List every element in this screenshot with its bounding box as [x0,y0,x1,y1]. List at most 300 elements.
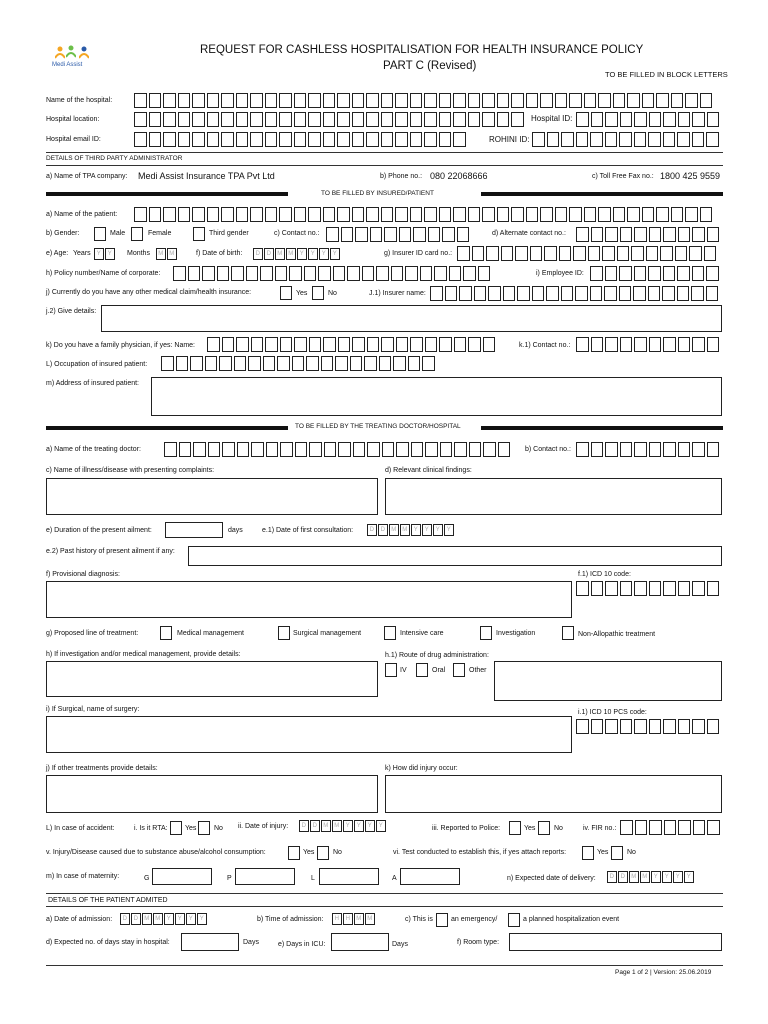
char-box[interactable] [422,356,435,371]
char-box[interactable] [474,286,487,301]
char-box[interactable] [634,337,647,352]
icu-field[interactable] [331,933,389,951]
char-box[interactable] [323,93,336,108]
char-box[interactable]: Y [411,524,421,536]
char-box[interactable] [633,286,646,301]
char-box[interactable]: M [332,820,342,832]
char-box[interactable]: H [343,913,353,925]
char-box[interactable] [134,112,147,127]
char-box[interactable] [627,93,640,108]
past-history-field[interactable] [188,546,722,566]
char-box[interactable]: M [389,524,399,536]
investigation-checkbox[interactable] [480,626,492,640]
char-box[interactable] [222,337,235,352]
char-box[interactable] [649,337,662,352]
char-box[interactable] [219,356,232,371]
char-box[interactable] [454,337,467,352]
char-box[interactable] [576,442,589,457]
char-box[interactable] [323,132,336,147]
char-box[interactable] [149,93,162,108]
char-box[interactable] [486,246,499,261]
char-box[interactable] [350,356,363,371]
char-box[interactable] [634,132,647,147]
char-box[interactable] [265,337,278,352]
char-box[interactable]: D [367,524,377,536]
other-treat-field[interactable] [46,775,378,813]
char-box[interactable] [663,719,676,734]
char-box[interactable] [605,442,618,457]
char-box[interactable] [540,93,553,108]
char-box[interactable] [294,112,307,127]
substance-no-checkbox[interactable] [317,846,329,860]
char-box[interactable] [309,442,322,457]
char-box[interactable] [449,266,462,281]
medical-checkbox[interactable] [160,626,172,640]
char-box[interactable] [704,246,717,261]
char-box[interactable] [575,286,588,301]
char-box[interactable] [463,266,476,281]
char-box[interactable] [395,93,408,108]
char-box[interactable] [547,132,560,147]
char-box[interactable] [700,93,713,108]
planned-checkbox[interactable] [508,913,520,927]
char-box[interactable] [337,93,350,108]
char-box[interactable] [584,93,597,108]
char-box[interactable] [266,442,279,457]
char-box[interactable]: D [607,871,617,883]
char-box[interactable] [236,93,249,108]
char-box[interactable] [663,581,676,596]
char-box[interactable]: Y [354,820,364,832]
test-yes-checkbox[interactable] [582,846,594,860]
char-box[interactable] [707,442,720,457]
char-box[interactable]: Y [186,913,196,925]
char-box[interactable]: M [354,913,364,925]
gender-male-checkbox[interactable] [94,227,106,241]
hospital-id-boxes[interactable] [576,112,721,127]
char-box[interactable] [685,93,698,108]
char-box[interactable] [468,93,481,108]
char-box[interactable]: M [156,248,166,260]
char-box[interactable]: M [286,248,296,260]
char-box[interactable] [663,442,676,457]
char-box[interactable] [337,112,350,127]
char-box[interactable] [364,356,377,371]
char-box[interactable] [677,266,690,281]
char-box[interactable] [425,337,438,352]
employee-id-boxes[interactable] [590,266,721,281]
char-box[interactable] [381,207,394,222]
char-box[interactable] [453,132,466,147]
char-box[interactable] [338,337,351,352]
char-box[interactable] [178,207,191,222]
char-box[interactable]: M [365,913,375,925]
char-box[interactable] [321,356,334,371]
char-box[interactable] [584,207,597,222]
char-box[interactable] [318,266,331,281]
char-box[interactable] [149,207,162,222]
char-box[interactable] [308,207,321,222]
char-box[interactable]: D [253,248,263,260]
char-box[interactable] [631,246,644,261]
char-box[interactable] [598,207,611,222]
char-box[interactable] [468,207,481,222]
char-box[interactable] [294,337,307,352]
char-box[interactable] [399,227,412,242]
admission-date-boxes[interactable] [120,913,208,925]
char-box[interactable] [439,337,452,352]
char-box[interactable]: M [321,820,331,832]
intensive-checkbox[interactable] [384,626,396,640]
provisional-field[interactable] [46,581,572,618]
char-box[interactable] [176,356,189,371]
char-box[interactable] [620,112,633,127]
rta-yes-checkbox[interactable] [170,821,182,835]
char-box[interactable] [678,112,691,127]
char-box[interactable] [337,132,350,147]
char-box[interactable] [660,246,673,261]
char-box[interactable]: D [120,913,130,925]
char-box[interactable] [367,442,380,457]
char-box[interactable] [635,820,648,835]
char-box[interactable] [588,246,601,261]
char-box[interactable] [576,132,589,147]
char-box[interactable] [482,207,495,222]
char-box[interactable] [692,719,705,734]
char-box[interactable] [454,442,467,457]
char-box[interactable] [546,286,559,301]
char-box[interactable]: Y [433,524,443,536]
other-claim-no-checkbox[interactable] [312,286,324,300]
char-box[interactable] [207,207,220,222]
char-box[interactable] [468,112,481,127]
char-box[interactable] [384,227,397,242]
char-box[interactable] [573,246,586,261]
char-box[interactable] [207,337,220,352]
char-box[interactable] [677,132,690,147]
char-box[interactable] [445,286,458,301]
char-box[interactable] [511,112,524,127]
char-box[interactable] [265,132,278,147]
char-box[interactable] [678,337,691,352]
char-box[interactable] [591,581,604,596]
char-box[interactable] [576,337,589,352]
char-box[interactable] [590,132,603,147]
char-box[interactable] [309,337,322,352]
char-box[interactable] [304,266,317,281]
char-box[interactable] [646,246,659,261]
char-box[interactable] [569,93,582,108]
char-box[interactable] [569,207,582,222]
char-box[interactable] [707,227,720,242]
char-box[interactable] [263,356,276,371]
char-box[interactable] [617,246,630,261]
char-box[interactable] [279,132,292,147]
char-box[interactable] [576,112,589,127]
char-box[interactable] [164,442,177,457]
char-box[interactable] [308,93,321,108]
char-box[interactable]: H [332,913,342,925]
char-box[interactable] [134,207,147,222]
hospital-location-boxes[interactable] [134,112,526,127]
char-box[interactable] [221,112,234,127]
char-box[interactable] [434,266,447,281]
char-box[interactable] [395,207,408,222]
char-box[interactable] [134,93,147,108]
fir-boxes[interactable] [620,820,722,835]
char-box[interactable]: D [618,871,628,883]
char-box[interactable] [163,93,176,108]
char-box[interactable] [605,719,618,734]
char-box[interactable] [439,207,452,222]
char-box[interactable] [192,207,205,222]
char-box[interactable]: Y [175,913,185,925]
char-box[interactable] [237,442,250,457]
give-details-field[interactable] [101,305,722,332]
char-box[interactable] [604,286,617,301]
char-box[interactable] [425,442,438,457]
char-box[interactable] [338,442,351,457]
insurer-name-boxes[interactable] [430,286,720,301]
char-box[interactable] [664,820,677,835]
char-box[interactable] [692,266,705,281]
char-box[interactable] [382,442,395,457]
char-box[interactable] [590,286,603,301]
char-box[interactable] [707,112,720,127]
char-box[interactable] [236,112,249,127]
room-type-field[interactable] [509,933,722,951]
char-box[interactable] [202,266,215,281]
char-box[interactable] [134,132,147,147]
char-box[interactable] [352,93,365,108]
char-box[interactable] [472,246,485,261]
rta-no-checkbox[interactable] [198,821,210,835]
char-box[interactable] [559,246,572,261]
char-box[interactable] [482,112,495,127]
char-box[interactable] [251,442,264,457]
char-box[interactable] [678,442,691,457]
char-box[interactable] [366,112,379,127]
char-box[interactable]: Y [164,913,174,925]
char-box[interactable] [410,132,423,147]
char-box[interactable] [279,93,292,108]
char-box[interactable] [323,112,336,127]
char-box[interactable] [163,132,176,147]
char-box[interactable] [439,93,452,108]
char-box[interactable] [656,93,669,108]
char-box[interactable] [515,246,528,261]
route-oral-checkbox[interactable] [416,663,428,677]
maternity-p-field[interactable] [235,868,295,885]
char-box[interactable] [149,112,162,127]
char-box[interactable]: Y [673,871,683,883]
char-box[interactable] [700,207,713,222]
char-box[interactable] [323,337,336,352]
char-box[interactable] [221,207,234,222]
char-box[interactable] [530,246,543,261]
char-box[interactable] [275,266,288,281]
char-box[interactable] [706,266,719,281]
maternity-a-field[interactable] [400,868,460,885]
char-box[interactable]: M [142,913,152,925]
char-box[interactable] [620,337,633,352]
char-box[interactable] [396,442,409,457]
char-box[interactable] [379,356,392,371]
maternity-l-field[interactable] [319,868,379,885]
char-box[interactable]: M [275,248,285,260]
char-box[interactable] [250,93,263,108]
char-box[interactable] [677,286,690,301]
char-box[interactable] [236,132,249,147]
char-box[interactable] [410,93,423,108]
char-box[interactable] [692,442,705,457]
char-box[interactable]: Y [343,820,353,832]
char-box[interactable] [231,266,244,281]
char-box[interactable] [248,356,261,371]
char-box[interactable] [620,820,633,835]
alt-contact-boxes[interactable] [576,227,721,242]
char-box[interactable] [178,132,191,147]
char-box[interactable] [395,132,408,147]
char-box[interactable] [707,581,720,596]
char-box[interactable] [706,286,719,301]
char-box[interactable] [246,266,259,281]
char-box[interactable]: D [310,820,320,832]
char-box[interactable] [649,442,662,457]
test-no-checkbox[interactable] [611,846,623,860]
char-box[interactable] [439,132,452,147]
char-box[interactable] [308,132,321,147]
char-box[interactable] [459,286,472,301]
char-box[interactable] [692,112,705,127]
doctor-contact-boxes[interactable] [576,442,721,457]
char-box[interactable] [234,356,247,371]
char-box[interactable] [634,719,647,734]
char-box[interactable] [323,207,336,222]
char-box[interactable] [207,93,220,108]
char-box[interactable]: M [153,913,163,925]
char-box[interactable] [648,266,661,281]
char-box[interactable] [707,337,720,352]
char-box[interactable] [192,112,205,127]
char-box[interactable] [173,266,186,281]
address-field[interactable] [151,377,722,416]
char-box[interactable] [663,132,676,147]
char-box[interactable] [497,207,510,222]
char-box[interactable] [692,227,705,242]
non-allopathic-checkbox[interactable] [562,626,574,640]
char-box[interactable] [410,337,423,352]
char-box[interactable] [381,112,394,127]
char-box[interactable] [619,286,632,301]
char-box[interactable] [424,93,437,108]
char-box[interactable] [663,266,676,281]
rohini-id-boxes[interactable] [532,132,721,147]
char-box[interactable] [222,442,235,457]
char-box[interactable] [366,93,379,108]
illness-field[interactable] [46,478,378,515]
char-box[interactable] [648,286,661,301]
char-box[interactable] [279,112,292,127]
char-box[interactable] [663,227,676,242]
char-box[interactable] [469,442,482,457]
char-box[interactable] [675,246,688,261]
char-box[interactable] [619,266,632,281]
char-box[interactable] [453,93,466,108]
char-box[interactable] [430,286,443,301]
char-box[interactable] [193,442,206,457]
char-box[interactable] [602,246,615,261]
char-box[interactable] [440,442,453,457]
char-box[interactable] [511,93,524,108]
char-box[interactable] [326,227,339,242]
physician-contact-boxes[interactable] [576,337,721,352]
char-box[interactable] [613,207,626,222]
char-box[interactable] [526,93,539,108]
route-iv-checkbox[interactable] [385,663,397,677]
char-box[interactable] [478,266,491,281]
char-box[interactable] [353,442,366,457]
patient-name-boxes[interactable] [134,207,714,222]
char-box[interactable] [457,227,470,242]
char-box[interactable] [424,132,437,147]
char-box[interactable] [306,356,319,371]
char-box[interactable] [179,442,192,457]
stay-days-field[interactable] [181,933,239,951]
char-box[interactable] [208,442,221,457]
char-box[interactable] [250,132,263,147]
char-box[interactable] [205,356,218,371]
char-box[interactable]: D [264,248,274,260]
char-box[interactable] [544,246,557,261]
char-box[interactable] [410,207,423,222]
char-box[interactable] [396,337,409,352]
char-box[interactable] [591,442,604,457]
char-box[interactable] [671,207,684,222]
invest-details-field[interactable] [46,661,378,697]
char-box[interactable]: Y [365,820,375,832]
char-box[interactable] [366,207,379,222]
char-box[interactable] [634,266,647,281]
char-box[interactable]: Y [319,248,329,260]
injury-field[interactable] [385,775,722,813]
char-box[interactable] [367,337,380,352]
doctor-name-boxes[interactable] [164,442,512,457]
char-box[interactable] [337,207,350,222]
char-box[interactable] [693,820,706,835]
char-box[interactable] [706,132,719,147]
char-box[interactable] [649,112,662,127]
char-box[interactable] [561,132,574,147]
char-box[interactable] [192,93,205,108]
char-box[interactable] [692,337,705,352]
surgical-checkbox[interactable] [278,626,290,640]
char-box[interactable] [410,112,423,127]
char-box[interactable] [347,266,360,281]
char-box[interactable] [498,442,511,457]
char-box[interactable]: Y [105,248,115,260]
char-box[interactable] [163,112,176,127]
char-box[interactable] [561,286,574,301]
char-box[interactable] [649,719,662,734]
route-other-checkbox[interactable] [453,663,465,677]
injury-date-boxes[interactable] [299,820,387,832]
char-box[interactable] [678,581,691,596]
maternity-g-field[interactable] [152,868,212,885]
char-box[interactable] [511,207,524,222]
char-box[interactable] [161,356,174,371]
age-years-boxes[interactable] [94,248,116,260]
